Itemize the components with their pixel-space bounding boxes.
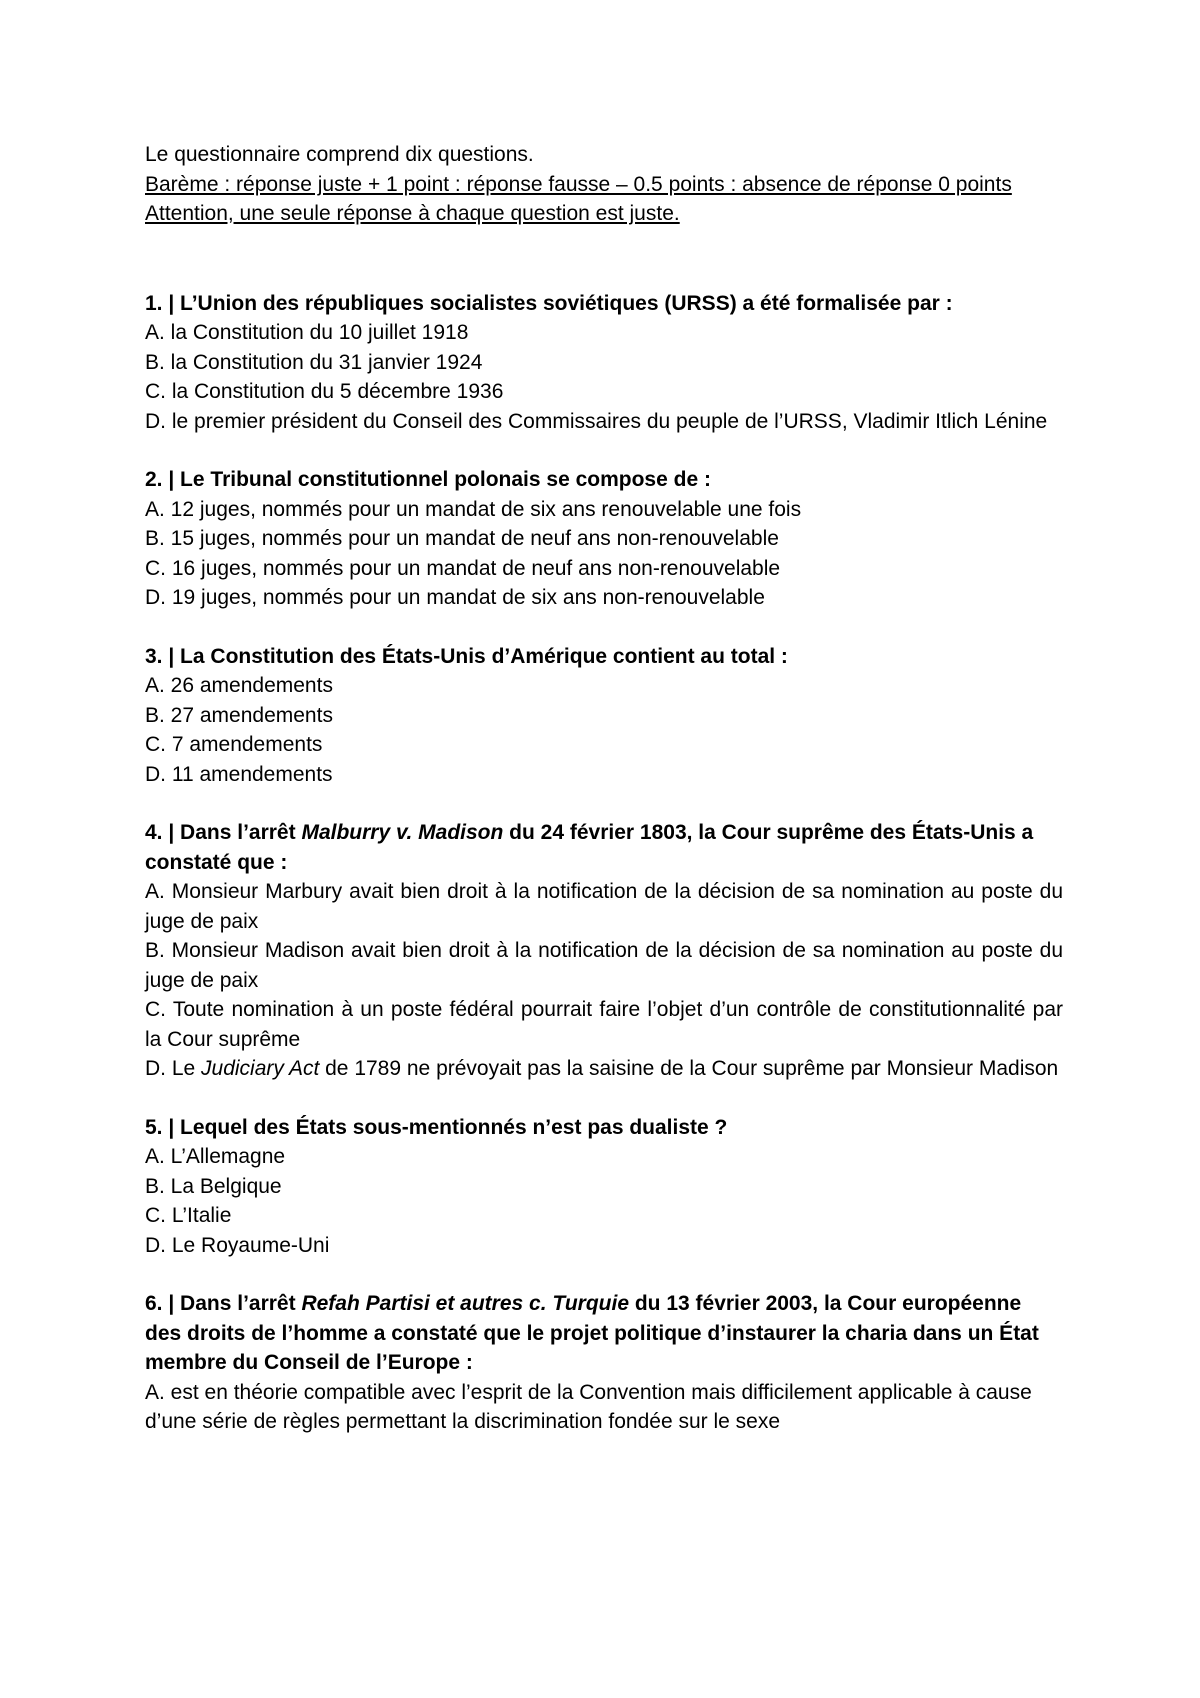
spacer [145,229,1063,289]
answer-option: D. 11 amendements [145,762,333,786]
question-1 [145,289,1063,437]
answer-option: B. La Belgique [145,1174,282,1198]
question-heading [145,818,1063,877]
document-page [145,140,1063,1466]
option-start: D. Le [145,1057,202,1080]
answer-option: C. 7 amendements [145,733,323,756]
answer-option: A. est en théorie compatible avec l’esprit de la Convention mais difficilement applicable à cause d’une série de règles permettant la discrimination fondée sur le sexe [145,1380,1032,1433]
question-2 [145,465,1063,613]
answer-option: D. le premier président du Conseil des Commissaires du peuple de l’URSS, Vladimir Itlich Lénine [145,409,1048,433]
case-name: Refah Partisi et autres c. Turquie [301,1292,630,1315]
question-heading: 5. | Lequel des États sous-mentionnés n’est pas dualiste ? [145,1115,728,1139]
answer-option: D. 19 juges, nommés pour un mandat de six ans non-renouvelable [145,586,765,609]
question-heading-start: 4. | Dans l’arrêt [145,821,302,844]
act-name: Judiciary Act [201,1057,320,1080]
question-heading-end: du 24 février 1803, la Cour suprême des États-Unis a constaté que : [145,821,1034,874]
answer-option: B. 15 juges, nommés pour un mandat de neuf ans non-renouvelable [145,527,779,550]
question-4 [145,818,1063,1084]
answer-option: B. la Constitution du 31 janvier 1924 [145,350,483,374]
answer-option: C. L’Italie [145,1204,232,1227]
question-heading-end: du 13 février 2003, la Cour européenne des droits de l’homme a constaté que le projet politique d’instaurer la charia dans un État membre du Conseil de l’Europe : [145,1292,1039,1374]
question-3 [145,642,1063,790]
question-heading [145,1289,1063,1378]
question-heading: 3. | La Constitution des États-Unis d’Amérique contient au total : [145,644,788,668]
answer-option: A. L’Allemagne [145,1145,286,1168]
answer-option: A. 12 juges, nommés pour un mandat de six ans renouvelable une fois [145,497,802,521]
answer-option: C. la Constitution du 5 décembre 1936 [145,380,504,403]
warning-note: Attention, une seule réponse à chaque question est juste. [145,202,680,225]
answer-option: B. Monsieur Madison avait bien droit à la notification de la décision de sa nomination au poste du juge de paix [145,939,1063,992]
question-heading: 2. | Le Tribunal constitutionnel polonais se compose de : [145,468,711,491]
question-heading: 1. | L’Union des républiques socialistes soviétiques (URSS) a été formalisée par : [145,291,953,315]
answer-option: D. Le Royaume-Uni [145,1233,330,1257]
answer-option: C. Toute nomination à un poste fédéral pourrait faire l’objet d’un contrôle de constitutionnalité par la Cour suprême [145,998,1063,1051]
intro [145,140,1063,229]
option-end: de 1789 ne prévoyait pas la saisine de la Cour suprême par Monsieur Madison [319,1057,1059,1080]
question-6 [145,1289,1063,1437]
answer-option: C. 16 juges, nommés pour un mandat de neuf ans non-renouvelable [145,556,781,580]
answer-option: B. 27 amendements [145,703,333,727]
case-name: Malburry v. Madison [301,821,504,844]
answer-option [145,1054,1063,1084]
answer-option: A. 26 amendements [145,674,333,697]
grading-scale: Barème : réponse juste + 1 point : réponse fausse – 0.5 points : absence de réponse 0 points [145,172,1012,196]
intro-line: Le questionnaire comprend dix questions. [145,143,534,166]
question-5 [145,1113,1063,1261]
question-heading-start: 6. | Dans l’arrêt [145,1292,302,1315]
answer-option: A. la Constitution du 10 juillet 1918 [145,321,469,344]
answer-option: A. Monsieur Marbury avait bien droit à la notification de la décision de sa nomination au poste du juge de paix [145,880,1063,933]
